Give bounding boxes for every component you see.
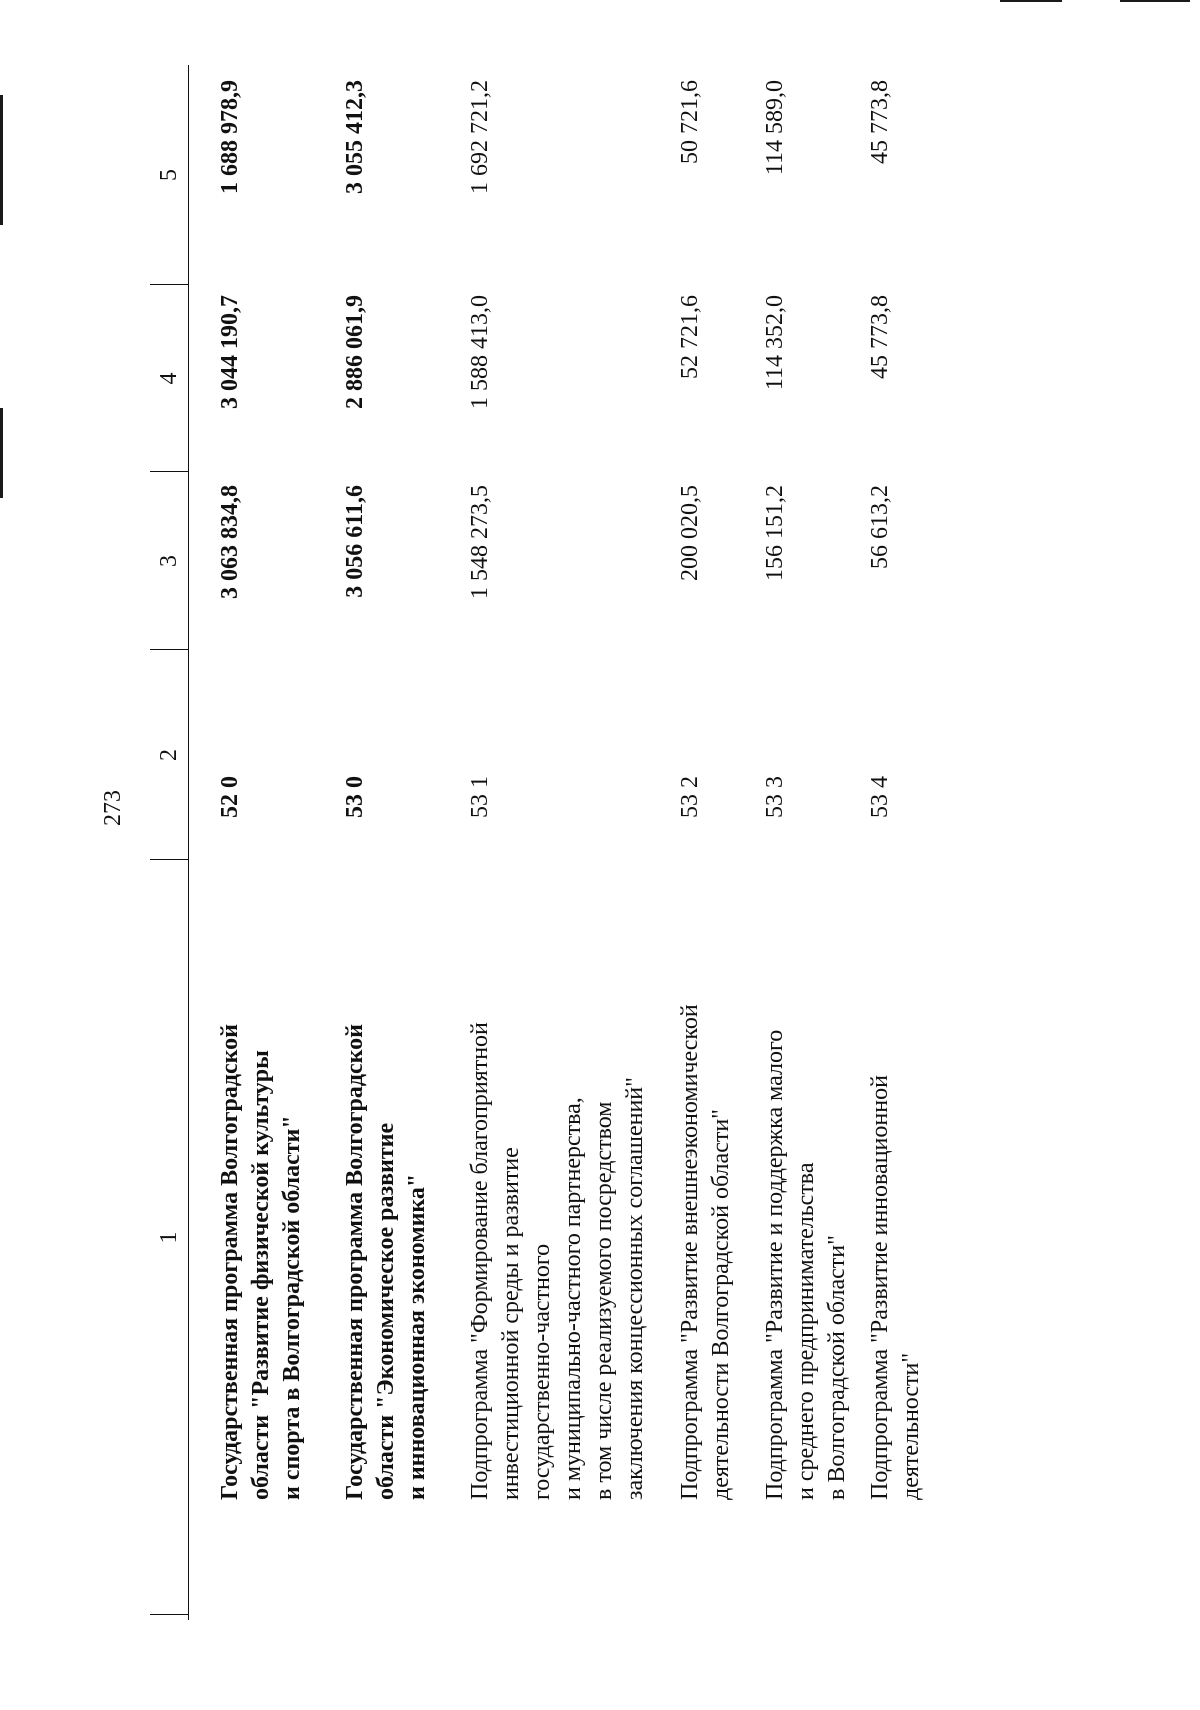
row-value-col5: 1 688 978,9 bbox=[217, 80, 243, 194]
row-name-line: в том числе реализуемого посредством bbox=[591, 1101, 617, 1500]
row-name bbox=[675, 980, 737, 1500]
header-col-4: 4 bbox=[156, 372, 182, 385]
row-name-line: и спорта в Волгоградской области" bbox=[279, 1115, 305, 1500]
scan-edge-mark-top-left bbox=[0, 95, 3, 225]
budget-table bbox=[150, 60, 1170, 1620]
header-col-5: 5 bbox=[156, 169, 182, 181]
row-value-col4: 45 773,8 bbox=[867, 295, 893, 379]
row-code: 53 1 bbox=[467, 776, 493, 818]
row-value-col3: 3 056 611,6 bbox=[342, 485, 368, 598]
scan-edge-mark-top-right bbox=[1000, 0, 1062, 2]
row-value-col5: 1 692 721,2 bbox=[467, 80, 493, 194]
row-name-line: деятельности" bbox=[898, 1352, 924, 1500]
row-name-line: Подпрограмма "Развитие инновационной bbox=[867, 1075, 893, 1500]
row-value-col5: 3 055 412,3 bbox=[342, 80, 368, 194]
row-name-line: Государственная программа Волгоградской bbox=[342, 1024, 368, 1500]
row-name bbox=[465, 980, 651, 1500]
row-value-col4: 2 886 061,9 bbox=[342, 295, 368, 409]
row-name-line: и инновационная экономика" bbox=[404, 1173, 430, 1500]
scan-edge-mark-top-right-2 bbox=[1120, 0, 1190, 2]
row-code: 53 3 bbox=[762, 776, 788, 818]
row-value-col3: 1 548 273,5 bbox=[467, 485, 493, 599]
row-name-line: и среднего предпринимательства bbox=[793, 1162, 819, 1500]
row-name-line: в Волгоградской области" bbox=[824, 1235, 850, 1500]
row-name-line: государственно-частного bbox=[529, 1243, 555, 1500]
row-name-line: области "Развитие физической культуры bbox=[248, 1050, 274, 1500]
row-value-col4: 114 352,0 bbox=[762, 295, 788, 391]
row-name-line: заключения концессионных соглашений" bbox=[622, 1077, 648, 1500]
page-number: 273 bbox=[100, 790, 126, 826]
row-value-col5: 45 773,8 bbox=[867, 80, 893, 164]
row-value-col4: 52 721,6 bbox=[677, 295, 703, 379]
row-code: 53 4 bbox=[867, 776, 893, 818]
row-value-col3: 56 613,2 bbox=[867, 485, 893, 569]
row-name-line: Подпрограмма "Развитие внешнеэкономической bbox=[677, 1004, 703, 1500]
row-value-col4: 3 044 190,7 bbox=[217, 295, 243, 409]
row-name-line: и муниципально-частного партнерства, bbox=[560, 1097, 586, 1500]
row-name-line: деятельности Волгоградской области" bbox=[708, 1109, 734, 1500]
row-name bbox=[215, 980, 308, 1500]
row-name-line: инвестиционной среды и развитие bbox=[498, 1147, 524, 1500]
row-name-line: области "Экономическое развитие bbox=[373, 1122, 399, 1500]
row-name bbox=[340, 980, 433, 1500]
header-bottom-rule bbox=[188, 65, 189, 1620]
row-name-line: Подпрограмма "Формирование благоприятной bbox=[467, 1022, 493, 1500]
row-value-col3: 156 151,2 bbox=[762, 485, 788, 581]
row-code: 52 0 bbox=[217, 776, 243, 818]
row-name-line: Государственная программа Волгоградской bbox=[217, 1024, 243, 1500]
row-value-col3: 3 063 834,8 bbox=[217, 485, 243, 599]
row-name bbox=[760, 980, 853, 1500]
header-col-2: 2 bbox=[156, 749, 182, 761]
row-name bbox=[865, 980, 927, 1500]
row-code: 53 2 bbox=[677, 776, 703, 818]
row-value-col5: 114 589,0 bbox=[762, 80, 788, 176]
scan-edge-mark-mid-left bbox=[0, 408, 3, 498]
row-name-line: Подпрограмма "Развитие и поддержка малого bbox=[762, 1029, 788, 1500]
header-col-1: 1 bbox=[156, 1231, 182, 1244]
row-value-col3: 200 020,5 bbox=[677, 485, 703, 581]
header-col-3: 3 bbox=[156, 555, 182, 567]
row-value-col4: 1 588 413,0 bbox=[467, 295, 493, 409]
row-code: 53 0 bbox=[342, 776, 368, 818]
row-value-col5: 50 721,6 bbox=[677, 80, 703, 164]
